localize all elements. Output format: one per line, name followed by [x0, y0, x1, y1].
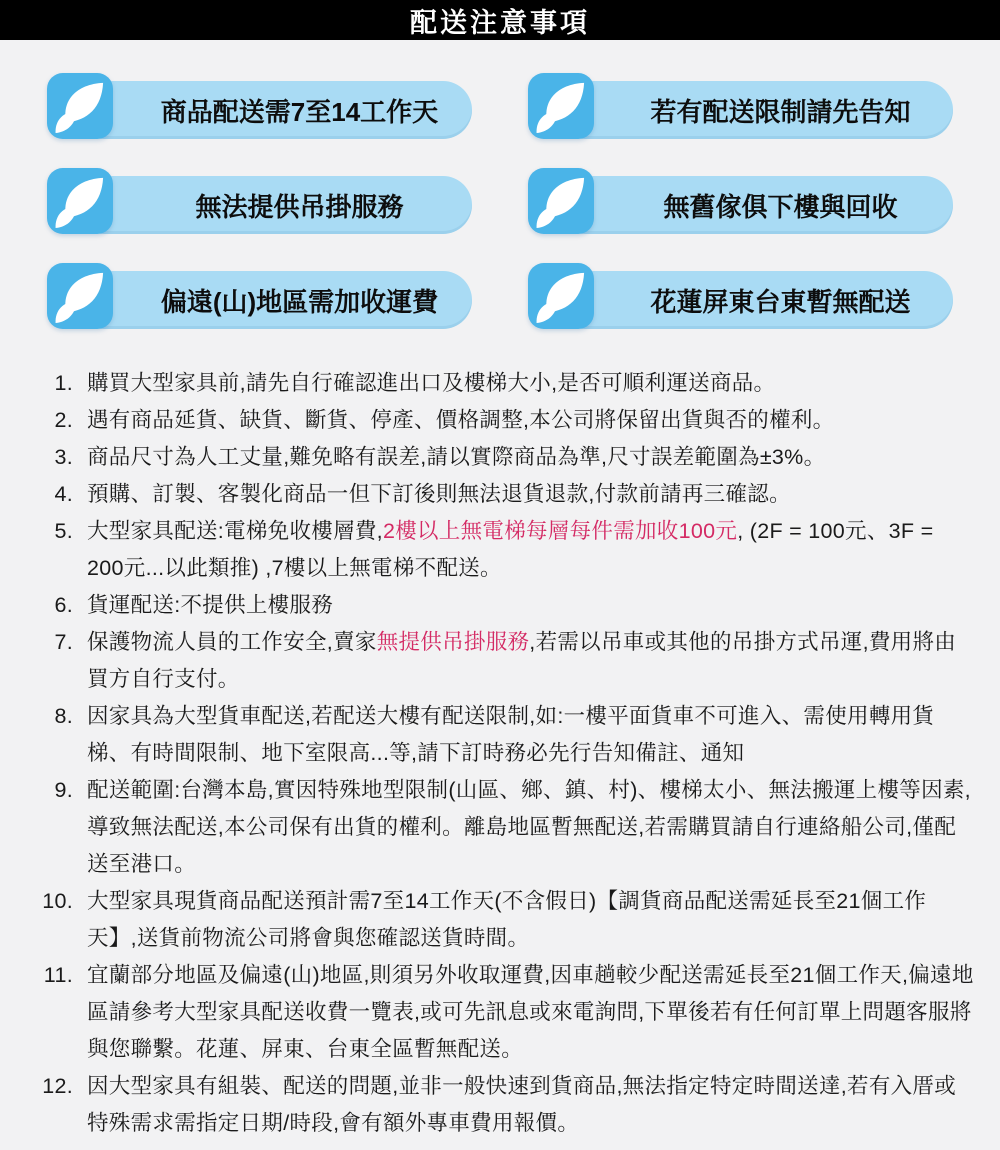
- note-number: 10.: [42, 889, 73, 913]
- leaf-icon: [528, 73, 594, 139]
- note-text: [87, 371, 775, 395]
- badge-label: 偏遠(山)地區需加收運費: [160, 286, 439, 317]
- note-text: [87, 593, 333, 617]
- note-number: 5.: [54, 519, 73, 543]
- note-item: [25, 624, 975, 698]
- leaf-icon: [47, 73, 113, 139]
- note-item: [25, 513, 975, 587]
- badge-1: [528, 73, 953, 139]
- badge-pill: [75, 176, 472, 234]
- plain-text: 購買大型家具前,請先自行確認進出口及樓梯大小,是否可順利運送商品。: [87, 371, 776, 395]
- leaf-icon: [528, 263, 594, 329]
- badge-0: [47, 73, 472, 139]
- badge-label: 若有配送限制請先告知: [650, 96, 911, 127]
- plain-text: 因家具為大型貨車配送,若配送大樓有配送限制,如:一樓平面貨車不可進入、需使用轉用貨梯、有時間限制、地下室限高...等,請下訂時務必先行告知備註、通知: [87, 704, 935, 765]
- leaf-icon: [528, 168, 594, 234]
- note-number: 4.: [54, 482, 73, 506]
- note-item: [25, 698, 975, 772]
- badge-pill: [75, 271, 472, 329]
- note-text: [87, 889, 926, 950]
- note-item: [25, 587, 975, 624]
- note-text: [87, 778, 971, 876]
- badge-4: [47, 263, 472, 329]
- note-text: [87, 963, 974, 1061]
- note-item: [25, 1068, 975, 1142]
- badge-3: [528, 168, 953, 234]
- note-number: 9.: [54, 778, 73, 802]
- note-number: 6.: [54, 593, 73, 617]
- note-text: [87, 445, 825, 469]
- badge-pill: [556, 176, 953, 234]
- plain-text: , (2F = 100元、3F = 200元...以此類推) ,7樓以上無電梯不配送。: [87, 519, 934, 580]
- plain-text: 遇有商品延貨、缺貨、斷貨、停產、價格調整,本公司將保留出貨與否的權利。: [87, 408, 835, 432]
- note-item: [25, 365, 975, 402]
- highlight-text: 無提供吊掛服務: [376, 630, 530, 654]
- note-item: [25, 476, 975, 513]
- badge-5: [528, 263, 953, 329]
- plain-text: 因大型家具有組裝、配送的問題,並非一般快速到貨商品,無法指定特定時間送達,若有入厝或特殊需求需指定日期/時段,會有額外專車費用報價。: [87, 1074, 957, 1135]
- page-title-text: 配送注意事項: [410, 7, 590, 38]
- note-number: 1.: [54, 371, 73, 395]
- plain-text: ,若需以吊車或其他的吊掛方式吊運,費用將由買方自行支付。: [87, 630, 957, 691]
- leaf-icon: [47, 263, 113, 329]
- plain-text: 保護物流人員的工作安全,賣家: [87, 630, 377, 654]
- badge-pill: [556, 271, 953, 329]
- plain-text: 大型家具配送:電梯免收樓層費,: [87, 519, 383, 543]
- note-text: [87, 1074, 956, 1135]
- page-title: [0, 0, 1000, 40]
- badge-label: 無舊傢俱下樓與回收: [663, 191, 898, 222]
- note-item: [25, 439, 975, 476]
- badge-2: [47, 168, 472, 234]
- badge-pill: [556, 81, 953, 139]
- leaf-icon: [47, 168, 113, 234]
- note-item: [25, 772, 975, 883]
- note-number: 11.: [43, 963, 73, 987]
- note-number: 3.: [54, 445, 73, 469]
- plain-text: 預購、訂製、客製化商品一但下訂後則無法退貨退款,付款前請再三確認。: [87, 482, 791, 506]
- plain-text: 商品尺寸為人工丈量,難免略有誤差,請以實際商品為準,尺寸誤差範圍為±3%。: [87, 445, 826, 469]
- note-number: 2.: [54, 408, 73, 432]
- badge-label: 商品配送需7至14工作天: [160, 96, 439, 127]
- note-number: 12.: [42, 1074, 73, 1098]
- note-text: [87, 630, 956, 691]
- note-item: [25, 402, 975, 439]
- plain-text: 大型家具現貨商品配送預計需7至14工作天(不含假日)【調貨商品配送需延長至21個工作天】,送貨前物流公司將會與您確認送貨時間。: [87, 889, 927, 950]
- note-item: [25, 883, 975, 957]
- note-text: [87, 704, 934, 765]
- note-text: [87, 519, 933, 580]
- note-number: 7.: [54, 630, 73, 654]
- badge-grid: [0, 40, 1000, 351]
- notes-list: [0, 351, 1000, 1142]
- note-text: [87, 408, 834, 432]
- plain-text: 宜蘭部分地區及偏遠(山)地區,則須另外收取運費,因車趟較少配送需延長至21個工作天,偏遠地區請參考大型家具配送收費一覽表,或可先訊息或來電詢問,下單後若有任何訂單上問題客服將與您聯繫。花蓮、屏東、台東全區暫無配送。: [87, 963, 974, 1061]
- highlight-text: 2樓以上無電梯每層每件需加收100元: [382, 519, 738, 543]
- badge-label: 無法提供吊掛服務: [195, 191, 404, 222]
- note-item: [25, 957, 975, 1068]
- plain-text: 貨運配送:不提供上樓服務: [87, 593, 334, 617]
- plain-text: 配送範圍:台灣本島,實因特殊地型限制(山區、鄉、鎮、村)、樓梯太小、無法搬運上樓等因素,導致無法配送,本公司保有出貨的權利。離島地區暫無配送,若需購買請自行連絡船公司,僅配送至港口。: [87, 778, 971, 876]
- note-number: 8.: [54, 704, 73, 728]
- badge-pill: [75, 81, 472, 139]
- badge-label: 花蓮屏東台東暫無配送: [650, 286, 911, 317]
- note-text: [87, 482, 791, 506]
